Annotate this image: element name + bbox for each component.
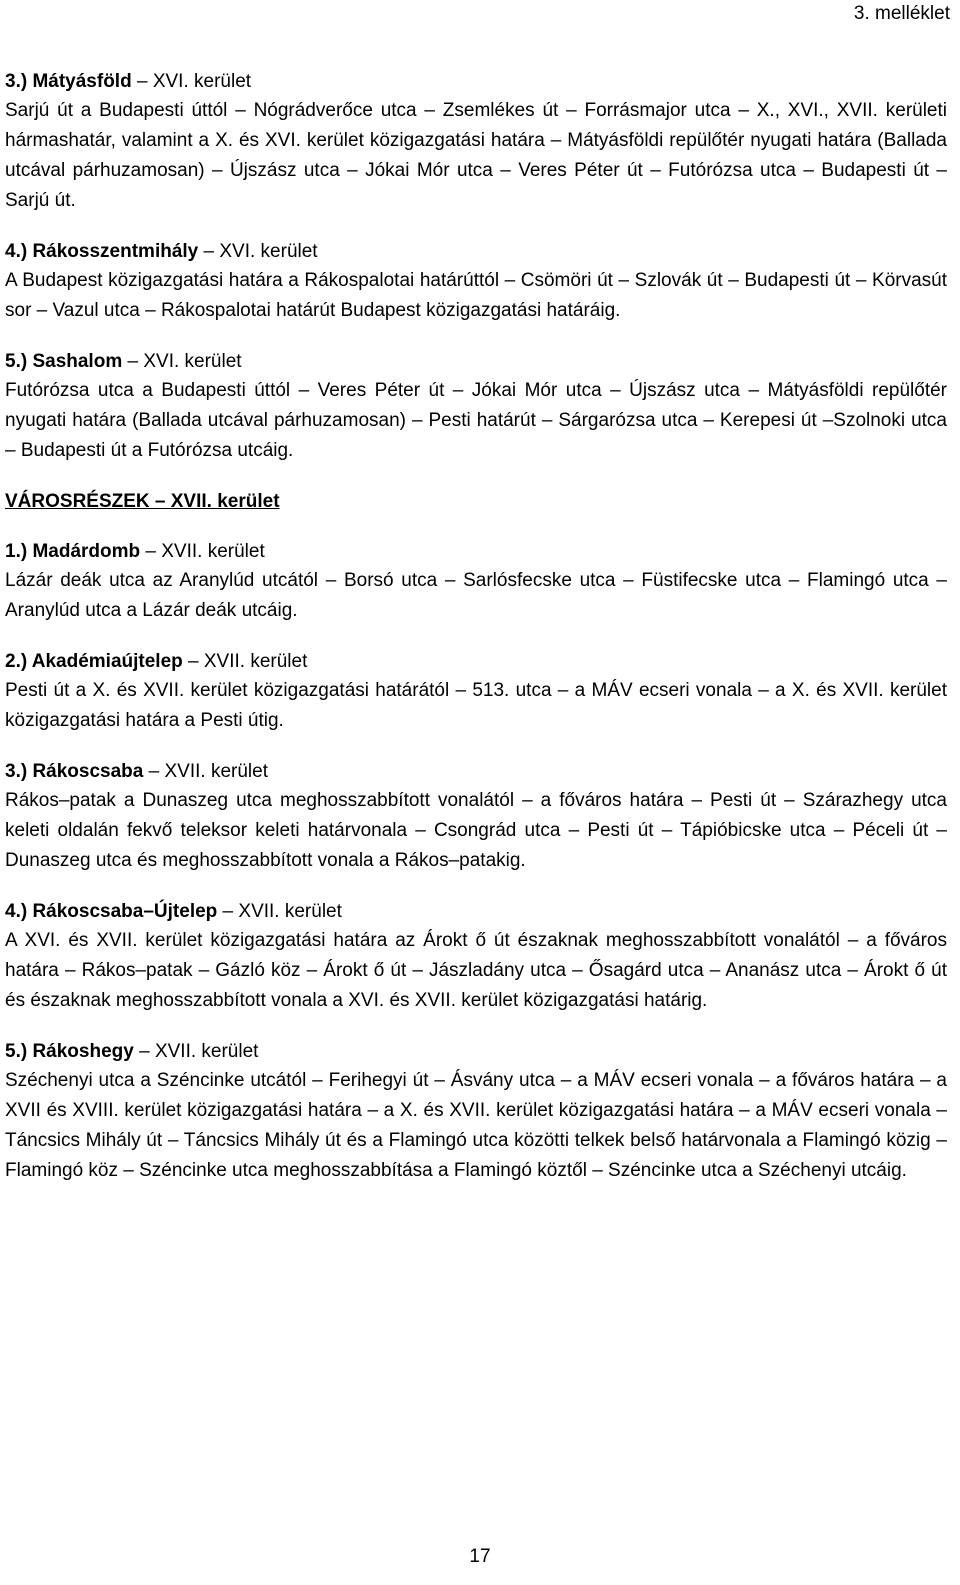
section-heading: 3.) Rákoscsaba – XVII. kerület bbox=[5, 761, 268, 782]
section-madardomb bbox=[5, 538, 947, 626]
section-heading: 4.) Rákoscsaba–Újtelep – XVII. kerület bbox=[5, 901, 342, 922]
section-text: Lázár deák utca az Aranylúd utcától – Borsó utca – Sarlósfecske utca – Füstifecske utca – Flamingó utca – Aranylúd utca a Lázár deák utcáig. bbox=[5, 570, 947, 621]
section-heading: 3.) Mátyásföld – XVI. kerület bbox=[5, 71, 252, 92]
section-akademiaujtelep bbox=[5, 648, 947, 736]
section-text: Futórózsa utca a Budapesti úttól – Veres Péter út – Jókai Mór utca – Újszász utca – Mátyásföldi repülőtér nyugati határa (Ballada utcával párhuzamosan) – Pesti határút – Sárgarózsa utca – Kerepesi út –Szolnoki utca – Budapesti út a Futórózsa utcáig. bbox=[5, 380, 947, 461]
section-district: XVI. kerület bbox=[152, 71, 252, 92]
section-rakoscsaba bbox=[5, 758, 947, 876]
section-rakosszentmihaly bbox=[5, 238, 947, 326]
section-district: XVII. kerület bbox=[154, 1041, 259, 1062]
section-title: 2.) Akadémiaújtelep bbox=[5, 651, 183, 672]
section-title: 3.) Rákoscsaba bbox=[5, 761, 144, 782]
section-heading: 1.) Madárdomb – XVII. kerület bbox=[5, 541, 265, 562]
section-district: XVI. kerület bbox=[143, 351, 242, 372]
section-title: 4.) Rákosszentmihály bbox=[5, 241, 199, 262]
varosreszek-heading-block bbox=[5, 488, 947, 516]
section-title: 3.) Mátyásföld bbox=[5, 71, 132, 92]
section-district: XVII. kerület bbox=[161, 541, 265, 562]
section-heading: 5.) Sashalom – XVI. kerület bbox=[5, 351, 242, 372]
section-text: Rákos–patak a Dunaszeg utca meghosszabbított vonalától – a főváros határa – Pesti út – Szárazhegy utca keleti oldalán fekvő teleksor keleti határvonala – Csongrád utca – Pesti út – Tápióbicske utca – Péceli út – Dunaszeg utca és meghosszabbított vonala a Rákos–patakig. bbox=[5, 790, 947, 871]
section-sashalom bbox=[5, 348, 947, 466]
varosreszek-heading: VÁROSRÉSZEK – XVII. kerület bbox=[5, 491, 280, 512]
section-text: Széchenyi utca a Széncinke utcától – Ferihegyi út – Ásvány utca – a MÁV ecseri vonala – a főváros határa – a XVII és XVIII. kerület közigazgatási határa – a X. és XVII. kerület közigazgatási határa – a MÁV ecseri vonala – Táncsics Mihály út – Táncsics Mihály út és a Flamingó utca közötti telkek belső határvonala a Flamingó közig – Flamingó köz – Széncinke utca meghosszabbítása a Flamingó köztől – Széncinke utca a Széchenyi utcáig. bbox=[5, 1070, 947, 1181]
section-matyasfold bbox=[5, 68, 947, 216]
section-title: 5.) Sashalom bbox=[5, 351, 123, 372]
section-district: XVII. kerület bbox=[164, 761, 268, 782]
page-number: 17 bbox=[469, 1546, 491, 1567]
section-text: Sarjú út a Budapesti úttól – Nógrádverőce utca – Zsemlékes út – Forrásmajor utca – X., XVI., XVII. kerületi hármashatár, valamint a X. és XVI. kerület közigazgatási határa – Mátyásföldi repülőtér nyugati határa (Ballada utcával párhuzamosan) – Újszász utca – Jókai Mór utca – Veres Péter út – Futórózsa utca – Budapesti út – Sarjú út. bbox=[5, 100, 947, 211]
section-text: A XVI. és XVII. kerület közigazgatási határa az Árokt ő út északnak meghosszabbított vonalától – a főváros határa – Rákos–patak – Gázló köz – Árokt ő út – Jászladány utca – Ősagárd utca – Ananász utca – Árokt ő út és északnak meghosszabbított vonala a XVI. és XVII. kerület közigazgatási határig. bbox=[5, 930, 947, 1011]
section-district: XVII. kerület bbox=[203, 651, 308, 672]
section-heading: 5.) Rákoshegy – XVII. kerület bbox=[5, 1041, 259, 1062]
section-text: A Budapest közigazgatási határa a Rákospalotai határúttól – Csömöri út – Szlovák út – Budapesti út – Körvasút sor – Vazul utca – Rákospalotai határút Budapest közigazgatási határáig. bbox=[5, 270, 947, 321]
section-title: 1.) Madárdomb bbox=[5, 541, 141, 562]
section-district: XVII. kerület bbox=[238, 901, 342, 922]
section-rakoscsaba-ujtelep bbox=[5, 898, 947, 1016]
annex-label: 3. melléklet bbox=[853, 3, 950, 24]
section-title: 5.) Rákoshegy bbox=[5, 1041, 134, 1062]
section-heading: 4.) Rákosszentmihály – XVI. kerület bbox=[5, 241, 318, 262]
section-heading: 2.) Akadémiaújtelep – XVII. kerület bbox=[5, 651, 308, 672]
section-rakoshegy bbox=[5, 1038, 947, 1186]
document-body bbox=[5, 68, 947, 1208]
section-district: XVI. kerület bbox=[219, 241, 318, 262]
section-text: Pesti út a X. és XVII. kerület közigazgatási határától – 513. utca – a MÁV ecseri vonala – a X. és XVII. kerület közigazgatási határa a Pesti útig. bbox=[5, 680, 947, 731]
section-title: 4.) Rákoscsaba–Újtelep bbox=[5, 901, 218, 922]
